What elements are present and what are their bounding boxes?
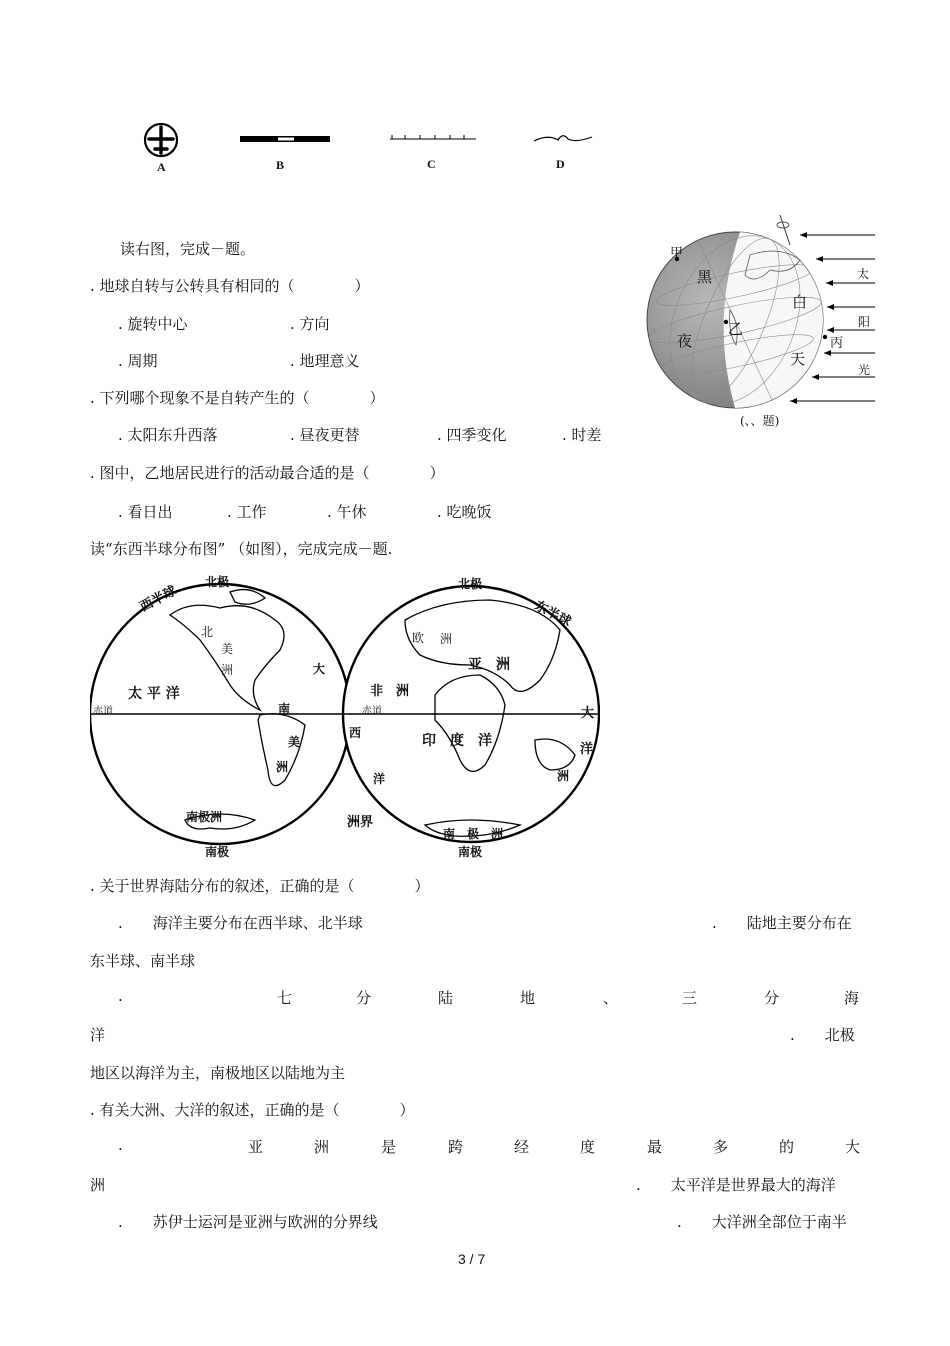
q3-option-a[interactable]: . 看日出 bbox=[118, 503, 173, 521]
q3-option-d[interactable]: . 吃晚饭 bbox=[437, 503, 492, 521]
q2-option-b[interactable]: . 昼夜更替 bbox=[290, 426, 360, 444]
q5-option-a-char: 经 bbox=[514, 1138, 530, 1156]
q4-option-c-char: . bbox=[118, 987, 123, 1005]
q5-option-a-char: 跨 bbox=[448, 1138, 464, 1156]
q3-stem: . 图中，乙地居民进行的活动最合适的是（ ） bbox=[90, 464, 445, 482]
q4-stem: . 关于世界海陆分布的叙述，正确的是（ ） bbox=[90, 877, 430, 895]
west-na-2: 美 bbox=[221, 642, 234, 656]
q4-option-c-char: 分 bbox=[356, 989, 372, 1007]
q2-option-d[interactable]: . 时差 bbox=[562, 426, 602, 444]
q5-option-a-char: 最 bbox=[647, 1138, 663, 1156]
globe-label-yang: 阳 bbox=[858, 315, 871, 329]
east-asia: 亚 洲 bbox=[468, 657, 510, 673]
east-south-pole: 南极 bbox=[458, 845, 483, 859]
map-legend-boundary: 洲界 bbox=[347, 815, 374, 830]
q4-option-c-char: 、 bbox=[603, 989, 619, 1007]
globe-label-yi: 乙 bbox=[728, 320, 744, 338]
q4-option-d-tail: 地区以海洋为主，南极地区以陆地为主 bbox=[90, 1064, 346, 1082]
section1-intro: 读右图，完成－题。 bbox=[120, 240, 256, 258]
west-south-pole: 南极 bbox=[205, 845, 230, 859]
east-europe-2: 洲 bbox=[440, 632, 453, 646]
q2-option-a[interactable]: . 太阳东升西落 bbox=[118, 426, 218, 444]
q1-option-c[interactable]: . 周期 bbox=[118, 352, 158, 370]
q4-option-c-char: 分 bbox=[764, 989, 780, 1007]
q4-option-c-char: 地 bbox=[520, 989, 536, 1007]
west-north-pole: 北极 bbox=[205, 575, 230, 589]
east-antarctica: 南 极 洲 bbox=[443, 827, 504, 841]
q1-stem: . 地球自转与公转具有相同的（ ） bbox=[90, 277, 370, 295]
west-big: 大 bbox=[313, 662, 326, 676]
globe-caption: (、、题) bbox=[740, 414, 780, 428]
east-north-pole: 北极 bbox=[458, 577, 483, 591]
west-south: 南 bbox=[278, 702, 291, 716]
west-na-1: 北 bbox=[201, 625, 214, 639]
east-africa: 非 洲 bbox=[370, 684, 410, 699]
q5-option-a-char: 是 bbox=[381, 1138, 397, 1156]
west-pacific: 太 平 洋 bbox=[128, 686, 180, 702]
globe-label-guang: 光 bbox=[858, 363, 871, 377]
east-yang: 洋 bbox=[373, 772, 386, 786]
east-west: 西 bbox=[349, 726, 362, 740]
railway-icon bbox=[240, 136, 330, 142]
symbol-label-b: B bbox=[276, 158, 285, 172]
globe-label-bai: 白 bbox=[792, 293, 808, 311]
west-antarctica: 南极洲 bbox=[186, 810, 223, 824]
symbol-label-d: D bbox=[556, 157, 565, 171]
hemispheres-graphic bbox=[90, 570, 600, 865]
q3-option-b[interactable]: . 工作 bbox=[227, 503, 267, 521]
q5-option-a-char: 洲 bbox=[314, 1138, 330, 1156]
east-big: 大 bbox=[581, 706, 595, 721]
east-title: 东半球 bbox=[531, 598, 574, 631]
symbol-label-a: A bbox=[157, 160, 166, 174]
q5-option-a-char: 大 bbox=[845, 1138, 861, 1156]
globe-label-ye: 夜 bbox=[677, 332, 693, 350]
symbol-label-c: C bbox=[427, 157, 436, 171]
west-equator: 赤道 bbox=[93, 706, 113, 717]
q1-option-a[interactable]: . 旋转中心 bbox=[118, 315, 188, 333]
globe-label-jia: 甲 bbox=[670, 246, 684, 261]
q4-option-b-tail: 东半球、南半球 bbox=[90, 952, 196, 970]
west-title: 西半球 bbox=[137, 583, 180, 616]
boundary-line-icon bbox=[390, 135, 476, 139]
q1-option-d[interactable]: . 地理意义 bbox=[290, 352, 360, 370]
q5-option-a-char: 亚 bbox=[248, 1138, 264, 1156]
q5-option-a-char: 的 bbox=[779, 1138, 795, 1156]
q4-option-c-tail: 洋 bbox=[90, 1026, 106, 1044]
section2-intro: 读“东西半球分布图” （如图），完成完成－题. bbox=[90, 540, 393, 558]
page-number: 3 / 7 bbox=[458, 1251, 486, 1267]
globe-label-hei: 黑 bbox=[697, 268, 713, 286]
q2-stem: . 下列哪个现象不是自转产生的（ ） bbox=[90, 389, 385, 407]
q4-option-b[interactable]: . 陆地主要分布在 bbox=[712, 914, 852, 932]
globe-label-tian: 天 bbox=[790, 350, 806, 368]
q3-option-c[interactable]: . 午休 bbox=[327, 503, 367, 521]
q2-option-c[interactable]: . 四季变化 bbox=[437, 426, 507, 444]
q5-option-b[interactable]: . 太平洋是世界最大的海洋 bbox=[636, 1176, 836, 1194]
q5-option-c[interactable]: . 苏伊士运河是亚洲与欧洲的分界线 bbox=[118, 1213, 378, 1231]
q5-option-a-char: 多 bbox=[713, 1138, 729, 1156]
globe-label-bing: 丙 bbox=[830, 336, 844, 351]
q4-option-c-char: 三 bbox=[682, 989, 698, 1007]
map-symbols-graphic bbox=[130, 115, 610, 185]
globe-label-tai: 太 bbox=[857, 267, 870, 281]
q1-option-b[interactable]: . 方向 bbox=[290, 315, 330, 333]
west-sa-2: 洲 bbox=[276, 760, 289, 774]
east-indian-ocean: 印 度 洋 bbox=[422, 733, 492, 749]
q4-option-c-char: 海 bbox=[844, 989, 860, 1007]
west-sa-1: 美 bbox=[288, 735, 301, 749]
east-yang2: 洋 bbox=[580, 742, 594, 757]
q4-option-c-char: 陆 bbox=[438, 989, 454, 1007]
q5-option-d[interactable]: . 大洋洲全部位于南半 bbox=[677, 1213, 847, 1231]
q4-option-c-char: 七 bbox=[277, 989, 293, 1007]
east-europe-1: 欧 bbox=[412, 631, 425, 645]
q5-option-a-tail: 洲 bbox=[90, 1176, 106, 1194]
river-icon bbox=[534, 136, 592, 141]
east-equator: 赤道 bbox=[362, 706, 382, 717]
airplane-icon bbox=[145, 124, 177, 156]
q4-option-a[interactable]: . 海洋主要分布在西半球、北半球 bbox=[118, 914, 363, 932]
east-oceania: 洲 bbox=[557, 769, 570, 783]
q5-option-a-char: 度 bbox=[580, 1138, 596, 1156]
q5-stem: . 有关大洲、大洋的叙述，正确的是（ ） bbox=[90, 1101, 415, 1119]
q4-option-d[interactable]: . 北极 bbox=[790, 1026, 855, 1044]
west-na-3: 洲 bbox=[221, 663, 234, 677]
q5-option-a-char: . bbox=[118, 1136, 123, 1154]
